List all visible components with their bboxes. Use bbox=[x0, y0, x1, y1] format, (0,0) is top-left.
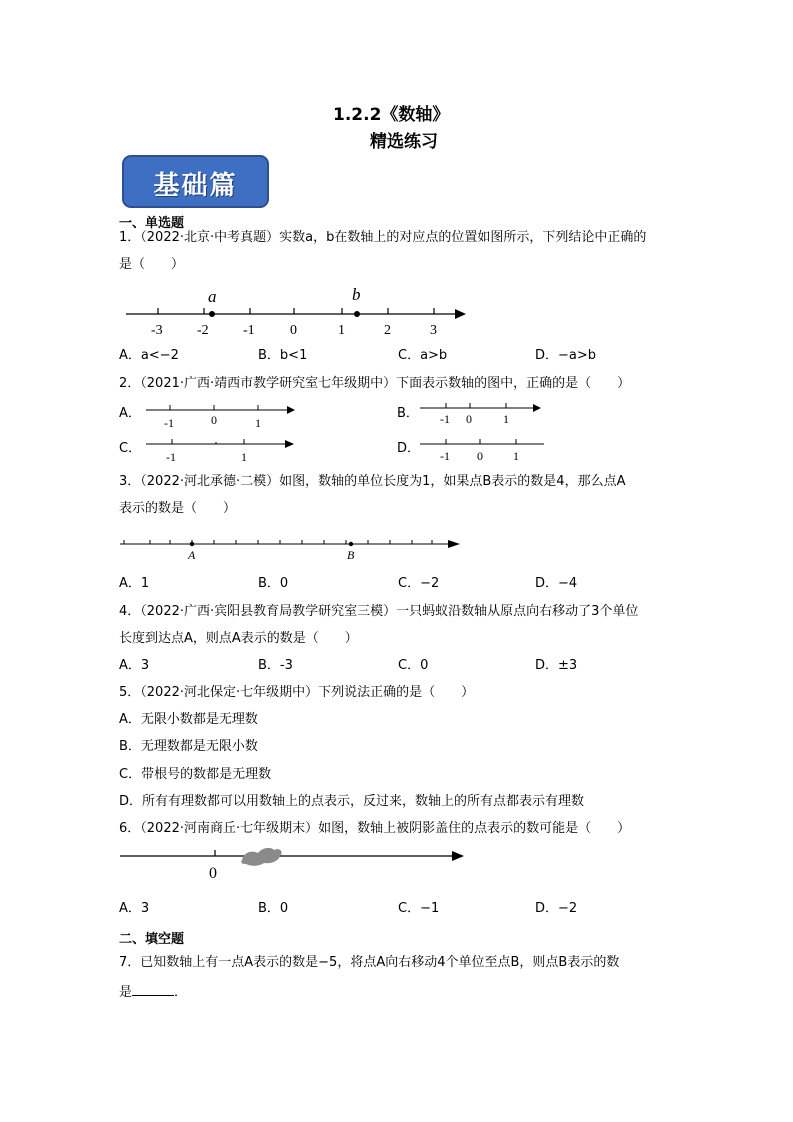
tick-label: 1 bbox=[338, 323, 345, 338]
q7-prefix: 是 bbox=[119, 985, 133, 1000]
tick-label: -2 bbox=[197, 323, 209, 338]
tick-label: 0 bbox=[477, 449, 483, 463]
tick-label: -1 bbox=[164, 416, 174, 430]
q2-option-b-number-line[interactable] bbox=[418, 398, 546, 432]
title-line-1: 1.2.2《数轴》 bbox=[333, 105, 450, 125]
section-banner bbox=[122, 155, 269, 208]
q1-option-c[interactable]: C．a>b bbox=[398, 348, 448, 363]
q1-option-b[interactable]: B．b<1 bbox=[258, 348, 308, 363]
tick-label: 2 bbox=[384, 323, 391, 338]
zero-label: 0 bbox=[209, 865, 217, 882]
q4-option-c[interactable]: C．0 bbox=[398, 658, 429, 673]
question-1-number-line bbox=[120, 282, 470, 342]
tick-label: 3 bbox=[430, 323, 437, 338]
question-2-text: 2．（2021·广西·靖西市教学研究室七年级期中）下面表示数轴的图中，正确的是（ ） bbox=[119, 376, 631, 391]
point-a-dot bbox=[209, 311, 215, 317]
point-b-label: B bbox=[347, 548, 355, 562]
q2-option-a-label[interactable]: A． bbox=[119, 406, 141, 421]
point-a-label: A bbox=[188, 548, 196, 562]
q5-option-a[interactable]: A．无限小数都是无理数 bbox=[119, 712, 258, 727]
tick-label: 1 bbox=[513, 449, 519, 463]
tick-label: 0 bbox=[211, 413, 217, 427]
q4-option-b[interactable]: B．-3 bbox=[258, 658, 293, 673]
question-4-text: 4．（2022·广西·宾阳县教育局教学研究室三模）一只蚂蚁沿数轴从原点向右移动了3个单位 bbox=[119, 604, 639, 619]
q2-option-c-label[interactable]: C． bbox=[119, 441, 142, 456]
q2-option-b-label[interactable]: B． bbox=[397, 406, 419, 421]
q7-answer-blank[interactable] bbox=[132, 983, 174, 996]
point-b-label: b bbox=[352, 285, 361, 304]
q4-option-a[interactable]: A．3 bbox=[119, 658, 150, 673]
q2-option-a-number-line[interactable] bbox=[142, 400, 300, 434]
q1-option-a[interactable]: A．a<−2 bbox=[119, 348, 179, 363]
q5-option-c[interactable]: C．带根号的数都是无理数 bbox=[119, 767, 272, 782]
q5-option-b[interactable]: B．无理数都是无限小数 bbox=[119, 739, 258, 754]
q6-option-a[interactable]: A．3 bbox=[119, 901, 150, 916]
tick-label: -1 bbox=[166, 450, 176, 464]
question-7-text: 7．已知数轴上有一点A表示的数是−5，将点A向右移动4个单位至点B，则点B表示的数 bbox=[119, 955, 620, 970]
tick-label: -1 bbox=[440, 449, 450, 463]
question-6-number-line bbox=[118, 842, 468, 884]
question-5-text: 5．（2022·河北保定·七年级期中）下列说法正确的是（ ） bbox=[119, 685, 475, 700]
tick-label: 0 bbox=[290, 323, 297, 338]
point-b-dot bbox=[354, 311, 360, 317]
q2-option-c-number-line[interactable] bbox=[144, 434, 300, 468]
q3-option-a[interactable]: A．1 bbox=[119, 576, 150, 591]
tick-label: -1 bbox=[440, 412, 450, 426]
q6-option-b[interactable]: B．0 bbox=[258, 901, 289, 916]
tick-label: 0 bbox=[466, 412, 472, 426]
section-heading-fill-blank: 二、填空题 bbox=[119, 932, 185, 947]
q5-option-d[interactable]: D．所有有理数都可以用数轴上的点表示，反过来，数轴上的所有点都表示有理数 bbox=[119, 794, 585, 809]
question-1-text: 1．（2022·北京·中考真题）实数a，b在数轴上的对应点的位置如图所示，下列结论中正确的 bbox=[119, 230, 647, 245]
question-3-number-line bbox=[118, 534, 464, 564]
question-3-text-cont: 表示的数是（ ） bbox=[119, 501, 237, 516]
tick-label: -1 bbox=[243, 323, 255, 338]
q6-option-c[interactable]: C．−1 bbox=[398, 901, 440, 916]
question-6-text: 6．（2022·河南商丘·七年级期末）如图，数轴上被阴影盖住的点表示的数可能是（ ） bbox=[119, 821, 631, 836]
shaded-blob bbox=[241, 848, 281, 866]
section-heading-single-choice: 一、单选题 bbox=[119, 216, 185, 231]
question-3-text: 3．（2022·河北承德·二模）如图，数轴的单位长度为1，如果点B表示的数是4，那么点A bbox=[119, 474, 626, 489]
banner-label: 基础篇 bbox=[153, 171, 238, 201]
q6-option-d[interactable]: D．−2 bbox=[535, 901, 578, 916]
tick-label: -3 bbox=[151, 323, 163, 338]
q3-option-c[interactable]: C．−2 bbox=[398, 576, 440, 591]
q3-option-b[interactable]: B．0 bbox=[258, 576, 289, 591]
q2-option-d-number-line[interactable] bbox=[418, 434, 548, 468]
question-4-text-cont: 长度到达点A，则点A表示的数是（ ） bbox=[119, 631, 358, 646]
question-7-text-cont bbox=[119, 983, 187, 1001]
q2-option-d-label[interactable]: D． bbox=[397, 441, 421, 456]
tick-label: 1 bbox=[241, 450, 247, 464]
q4-option-d[interactable]: D．±3 bbox=[535, 658, 578, 673]
title-line-2: 精选练习 bbox=[370, 132, 438, 152]
tick-label: 1 bbox=[255, 416, 261, 430]
question-1-text-cont: 是（ ） bbox=[119, 257, 185, 272]
q7-suffix: ． bbox=[174, 985, 188, 1000]
tick-label: 1 bbox=[503, 412, 509, 426]
q3-option-d[interactable]: D．−4 bbox=[535, 576, 578, 591]
q1-option-d[interactable]: D．−a>b bbox=[535, 348, 597, 363]
point-a-label: a bbox=[208, 287, 217, 306]
